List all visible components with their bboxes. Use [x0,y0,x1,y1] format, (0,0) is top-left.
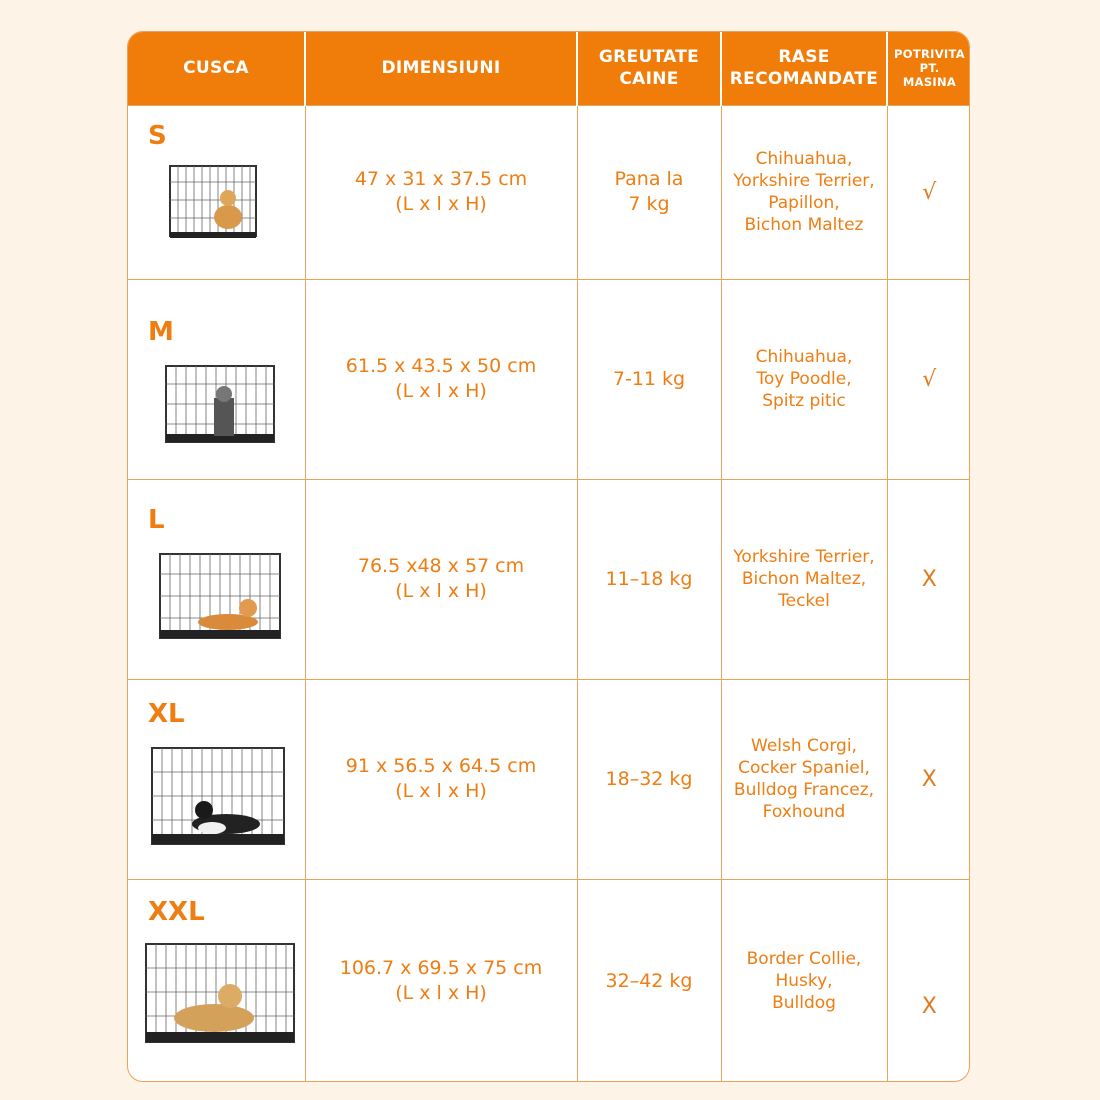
weight-cell [577,679,721,879]
dimensions-unit: (L x l x H) [395,580,487,602]
car-fit-cell [887,279,970,479]
breeds-cell [721,279,887,479]
dimensions-unit: (L x l x H) [395,380,487,402]
size-cell [128,679,305,879]
weight-cell [577,105,721,279]
size-label: XXL [148,896,205,927]
car-fit-cell [887,679,970,879]
breed-item: Husky, [775,971,833,992]
breed-item: Cocker Spaniel, [738,758,870,778]
table-row [128,105,970,279]
size-chart-table [128,32,970,1082]
crate-corgi-icon [158,550,282,644]
breed-item: Yorkshire Terrier, [733,547,875,567]
size-cell [128,105,305,279]
breed-item: Yorkshire Terrier, [733,171,875,191]
breed-item: Bichon Maltez, [741,569,867,589]
breed-item: Bichon Maltez [744,215,864,235]
dimensions-value: 106.7 x 69.5 x 75 cm [339,957,543,980]
car-fit-mark: X [921,766,937,792]
dimensions-cell [305,679,577,879]
header-weight: GREUTATE CAINE [577,32,721,105]
breed-item: Bulldog Francez, [733,780,875,800]
breed-item: Bulldog [772,993,836,1014]
breeds-cell [721,879,887,1082]
header-breeds: RASE RECOMANDATE [721,32,887,105]
header-row [128,32,970,105]
dimensions-cell [305,479,577,679]
car-fit-mark: √ [922,366,937,392]
dimensions-value: 47 x 31 x 37.5 cm [354,168,528,190]
size-label: L [148,504,165,535]
weight-value: 7-11 kg [612,367,686,390]
size-cell [128,279,305,479]
size-label: M [148,316,174,347]
header-car-fit: POTRIVITA PT. MASINA [887,32,970,105]
size-cell [128,879,305,1082]
crate-golden-retriever-icon [144,940,296,1048]
header-size: CUSCA [128,32,305,105]
car-fit-mark: X [921,994,937,1019]
breed-item: Welsh Corgi, [751,736,857,756]
size-label: XL [148,698,185,729]
breeds-cell [721,679,887,879]
weight-cell [577,479,721,679]
dimensions-value: 61.5 x 43.5 x 50 cm [345,355,537,377]
breed-item: Spitz pitic [762,391,846,411]
breed-item: Chihuahua, [755,149,853,169]
breeds-cell [721,105,887,279]
dimensions-cell [305,105,577,279]
breed-item: Border Collie, [746,949,862,970]
header-dimensions: DIMENSIUNI [305,32,577,105]
weight-value: 11–18 kg [605,567,693,590]
weight-value: 32–42 kg [605,969,693,992]
size-label: S [148,120,167,151]
crate-schnauzer-icon [164,362,276,448]
table-row [128,479,970,679]
crate-small-dog-icon [168,162,258,242]
size-table [127,31,970,1082]
weight-value-line2: 7 kg [628,193,670,215]
weight-cell [577,279,721,479]
table-row [128,279,970,479]
dimensions-unit: (L x l x H) [395,982,487,1005]
breed-item: Papillon, [768,193,840,213]
breeds-cell [721,479,887,679]
car-fit-mark: X [921,566,937,592]
dimensions-cell [305,879,577,1082]
table-row [128,879,970,1082]
weight-cell [577,879,721,1082]
weight-value: Pana la [614,168,684,190]
breed-item: Teckel [778,591,830,611]
size-cell [128,479,305,679]
car-fit-mark: √ [922,179,937,205]
breed-item: Toy Poodle, [756,369,852,389]
breed-item: Chihuahua, [755,347,853,367]
dimensions-unit: (L x l x H) [395,193,487,215]
car-fit-cell [887,879,970,1082]
dimensions-value: 91 x 56.5 x 64.5 cm [345,755,537,777]
weight-value: 18–32 kg [605,767,693,790]
car-fit-cell [887,105,970,279]
table-row [128,679,970,879]
crate-border-collie-icon [150,744,286,850]
car-fit-cell [887,479,970,679]
dimensions-cell [305,279,577,479]
dimensions-value: 76.5 x48 x 57 cm [357,555,525,577]
breed-item: Foxhound [762,802,846,822]
dimensions-unit: (L x l x H) [395,780,487,802]
